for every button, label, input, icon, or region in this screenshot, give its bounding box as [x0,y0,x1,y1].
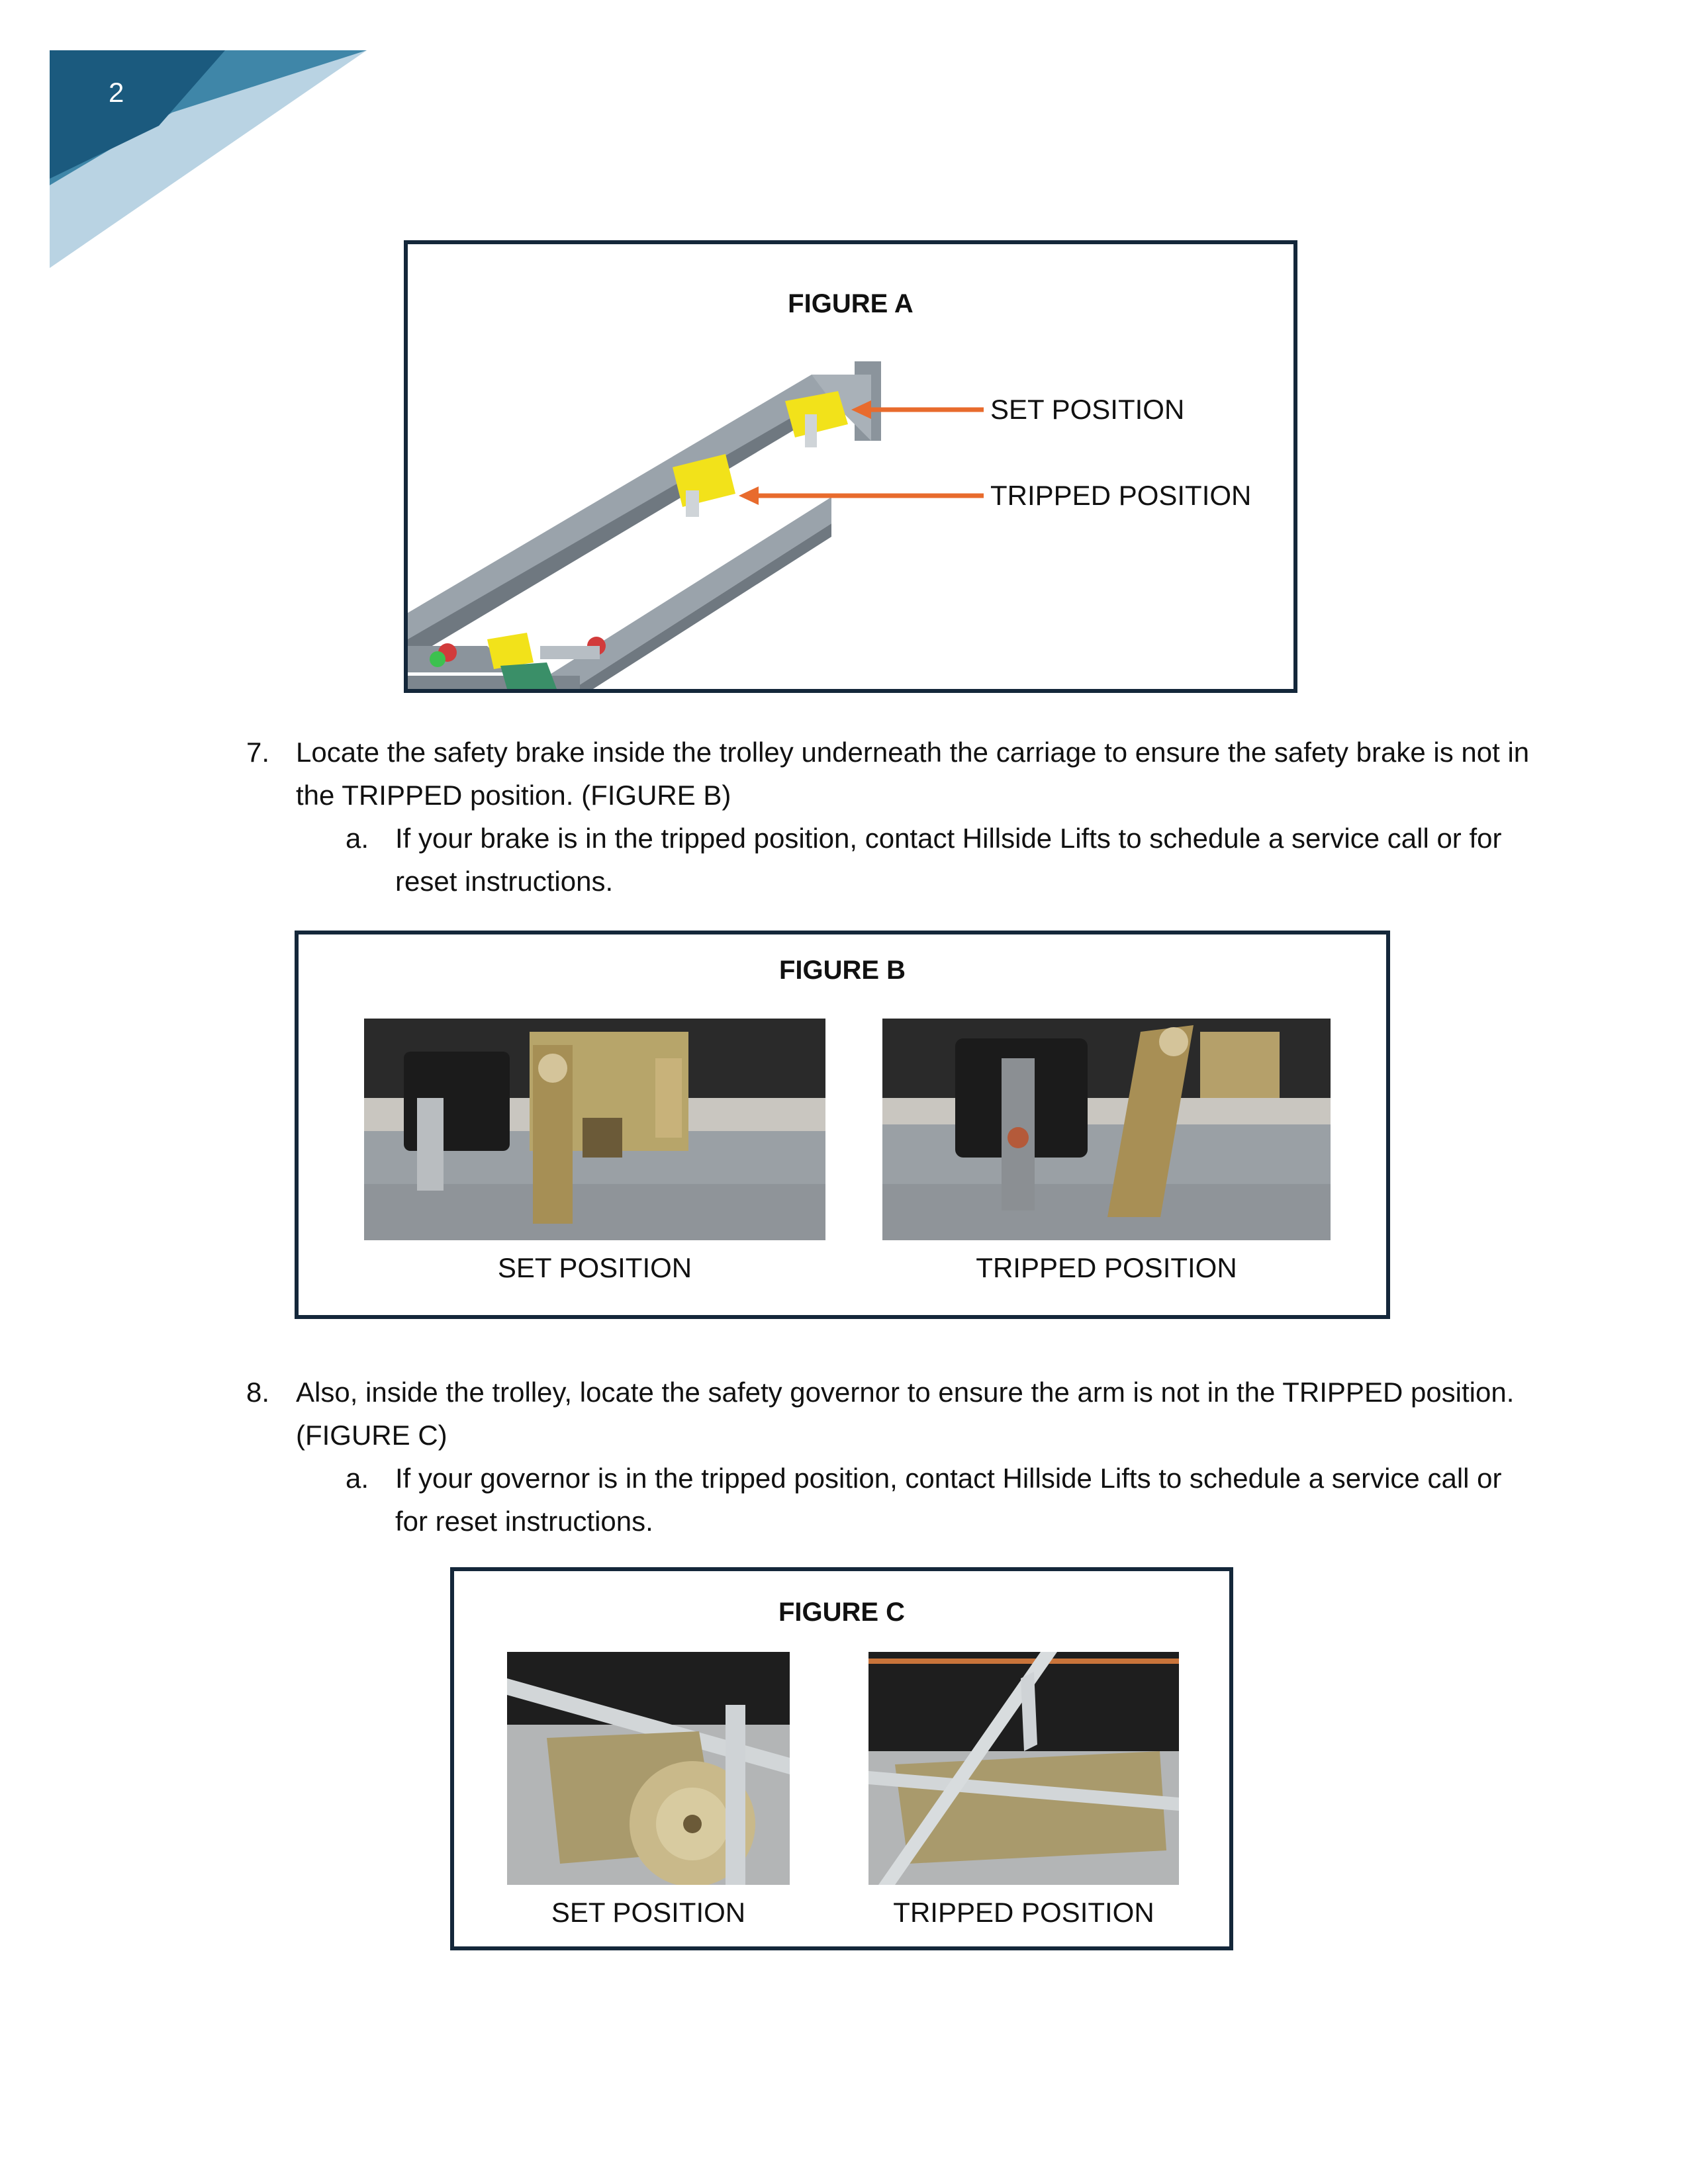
figure-b-frame [295,931,1390,1319]
figure-c-caption-set: SET POSITION [551,1897,746,1928]
figure-b-image-set [364,1019,825,1240]
step-8-number: 8. [246,1377,270,1408]
figure-b-caption-set: SET POSITION [497,1252,692,1283]
figure-a-label-set: SET POSITION [990,394,1185,425]
step-8a-marker: a. [346,1463,369,1494]
figure-a-image [408,361,894,689]
step-7a-line-1: If your brake is in the tripped position, contact Hillside Lifts to schedule a service call or for [395,823,1502,854]
figure-a-title: FIGURE A [788,289,914,318]
figure-a-label-tripped: TRIPPED POSITION [990,480,1252,511]
figure-c-title: FIGURE C [778,1598,906,1627]
figure-a-frame [404,240,1297,693]
page-number: 2 [109,77,124,108]
figure-c-image-set [507,1652,790,1885]
step-8-line-1: Also, inside the trolley, locate the safety governor to ensure the arm is not in the TRIPPED position. [296,1377,1515,1408]
header-decoration [0,0,397,278]
step-7-number: 7. [246,737,270,768]
step-7a-line-2: reset instructions. [395,866,614,897]
step-8-line-2: (FIGURE C) [296,1420,447,1451]
figure-c-image-tripped [868,1652,1179,1885]
arrow-left-icon [851,396,984,423]
figure-c-caption-tripped: TRIPPED POSITION [893,1897,1154,1928]
arrow-left-icon [739,482,984,509]
figure-c-frame [450,1567,1233,1950]
step-7-line-2: the TRIPPED position. (FIGURE B) [296,780,731,811]
step-7a-marker: a. [346,823,369,854]
step-7-line-1: Locate the safety brake inside the trolley underneath the carriage to ensure the safety brake is not in [296,737,1530,768]
step-8a-line-2: for reset instructions. [395,1506,653,1537]
figure-b-title: FIGURE B [778,956,906,985]
step-8a-line-1: If your governor is in the tripped position, contact Hillside Lifts to schedule a service call or [395,1463,1502,1494]
figure-b-image-tripped [882,1019,1331,1240]
figure-b-caption-tripped: TRIPPED POSITION [976,1252,1237,1283]
